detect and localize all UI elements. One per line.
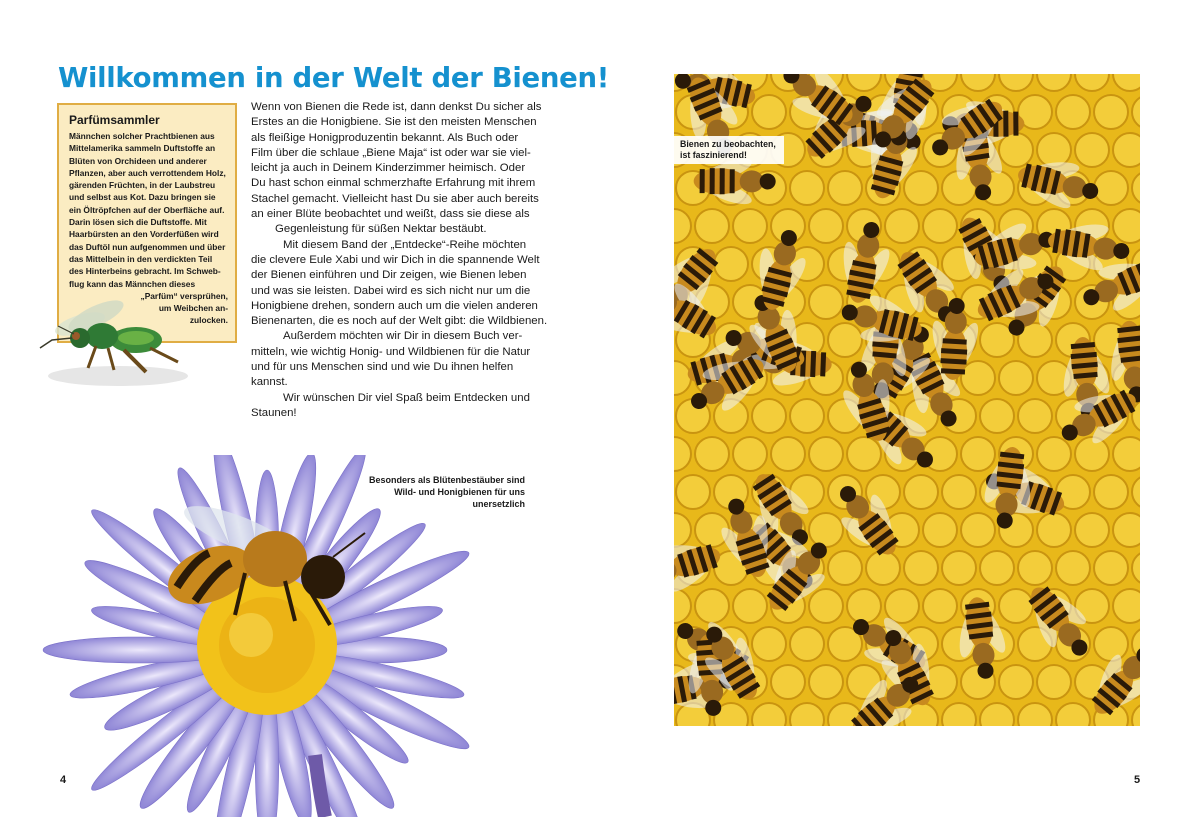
- honeycomb-cell: [1075, 513, 1109, 547]
- honeycomb-cell: [999, 589, 1033, 623]
- intro-line: Außerdem möchten wir Dir in diesem Buch ver-: [283, 330, 523, 343]
- info-box-line: Haarbürsten an den Vorderfüßen wird: [69, 229, 219, 240]
- honeycomb-cell: [714, 247, 748, 281]
- honeycomb-cell: [752, 399, 786, 433]
- info-box-title: Parfümsammler: [69, 113, 160, 127]
- flower-caption-line: Wild- und Honigbienen für uns: [394, 487, 525, 497]
- flower-caption: [335, 474, 525, 510]
- info-box-line: das Duftöl nun aufgenommen und über: [69, 241, 226, 252]
- info-box-line: Darin lösen sich die Duftstoffe. Mit: [69, 217, 207, 228]
- honeycomb-cell: [809, 589, 843, 623]
- intro-line: Wenn von Bienen die Rede ist, dann denkst Du sicher als: [251, 101, 542, 113]
- page-headline: Willkommen in der Welt der Bienen!: [58, 62, 610, 94]
- honeycomb-cell: [1056, 95, 1090, 129]
- honeycomb-cell: [904, 475, 938, 509]
- bee-swarm-photo: [674, 74, 1140, 726]
- photo-caption: [674, 136, 784, 164]
- honeycomb-cell: [847, 437, 881, 471]
- info-box-line: Mittelamerika sammeln Duftstoffe an: [69, 143, 216, 154]
- honeycomb-cell: [809, 437, 843, 471]
- honeycomb-cell: [733, 209, 767, 243]
- honeycomb-cell: [904, 551, 938, 585]
- honeycomb-cell: [1094, 95, 1128, 129]
- intro-line: an einer Blüte beobachtet und weißt, dass sie diese als: [251, 208, 530, 221]
- photo-caption-line: Bienen zu beobachten,: [680, 139, 776, 149]
- honeycomb-cell: [942, 551, 976, 585]
- honeycomb-cell: [999, 361, 1033, 395]
- honeycomb-cell: [1056, 551, 1090, 585]
- honeycomb-cell: [961, 361, 995, 395]
- intro-line: Erstes an die Honigbiene. Sie ist den meisten Menschen: [251, 116, 537, 129]
- intro-line: Stachel gemacht. Vielleicht hast Du sie aber auch bereits: [251, 192, 539, 205]
- honeycomb-cell: [771, 665, 805, 699]
- honeycomb-cell: [1037, 513, 1071, 547]
- honeycomb-cell: [1113, 437, 1140, 471]
- intro-line: leicht ja auch in Deinem Kinderzimmer heimisch. Oder: [251, 162, 526, 175]
- info-box-line: zulocken.: [189, 315, 228, 326]
- honeycomb-cell: [771, 437, 805, 471]
- intro-line: Du hast schon einmal schmerzhafte Erfahrung mit ihrem: [251, 177, 536, 190]
- honeycomb-cell: [828, 323, 862, 357]
- honeycomb-cell: [809, 285, 843, 319]
- honeycomb-cell: [923, 589, 957, 623]
- honeycomb-cell: [980, 399, 1014, 433]
- info-box-line: Blüten von Orchideen und anderer: [69, 155, 207, 166]
- intro-line: kannst.: [251, 376, 288, 389]
- honeybee-swarm-icon: [674, 74, 1140, 726]
- info-box-line: und selbst aus Kot. Dazu bringen sie: [69, 192, 216, 203]
- honeycomb-cell: [1094, 551, 1128, 585]
- intro-line: Staunen!: [251, 406, 297, 419]
- honeycomb-cell: [695, 209, 729, 243]
- honeycomb-cell: [790, 627, 824, 661]
- right-page: [600, 0, 1200, 817]
- intro-line: der Bienen einführen und Dir zeigen, wie Bienen leben: [251, 269, 527, 282]
- info-box-line: um Weibchen an-: [158, 303, 228, 314]
- honeycomb-cell: [923, 513, 957, 547]
- orchid-bee-icon: [18, 278, 193, 393]
- honeycomb-cell: [733, 437, 767, 471]
- info-box-line: Pflanzen, aber auch verrottendem Holz,: [69, 167, 226, 178]
- intro-line: Wir wünschen Dir viel Spaß beim Entdecken und: [283, 391, 530, 404]
- honeycomb-cell: [885, 589, 919, 623]
- intro-line: und für uns Menschen sind und wie Du ihnen helfen: [251, 361, 514, 374]
- honeycomb-cell: [1018, 551, 1052, 585]
- honeycomb-cell: [809, 513, 843, 547]
- honeycomb-cell: [695, 589, 729, 623]
- honeycomb-cell: [885, 209, 919, 243]
- honeycomb-cell: [809, 665, 843, 699]
- honeycomb-cell: [1113, 209, 1140, 243]
- info-box-line: gärenden Früchten, in der Laubstreu: [69, 180, 216, 191]
- intro-line: Gegenleistung für süßen Nektar bestäubt.: [275, 223, 487, 236]
- page-number-left: 4: [60, 774, 67, 786]
- honeycomb-cell: [676, 475, 710, 509]
- honeycomb-cell: [809, 209, 843, 243]
- info-box-line: Männchen solcher Prachtbienen aus: [69, 131, 215, 141]
- honeycomb-cell: [1113, 133, 1140, 167]
- info-box-line: das Mittelbein in den verdickten Teil: [69, 253, 213, 264]
- honeycomb-cell: [752, 627, 786, 661]
- honeycomb-cell: [1018, 399, 1052, 433]
- flower-caption-line: unersetzlich: [472, 499, 525, 509]
- intro-line: Mit diesem Band der „Entdecke“-Reihe möchten: [283, 238, 527, 251]
- info-box-line: flug kann das Männchen dieses: [69, 278, 196, 289]
- honeycomb-cell: [1075, 133, 1109, 167]
- intro-line: Film über die schlaue „Biene Maja“ ist oder war sie viel-: [251, 146, 531, 159]
- intro-line: die clevere Eule Xabi und wir Dich in die spannende Welt: [251, 253, 540, 266]
- intro-line: Honigbiene drehen, sondern auch um die vielen anderen: [251, 299, 538, 312]
- honeycomb-cell: [1113, 513, 1140, 547]
- honeycomb-cell: [942, 475, 976, 509]
- honeycomb-cell: [961, 437, 995, 471]
- honeycomb-cell: [980, 551, 1014, 585]
- honeycomb-cell: [999, 133, 1033, 167]
- honeycomb-cell: [828, 551, 862, 585]
- photo-caption-line: ist faszinierend!: [680, 150, 747, 160]
- info-box-line: ein Öltröpfchen auf der Oberfläche auf.: [69, 204, 225, 215]
- honeycomb-cell: [923, 209, 957, 243]
- flower-caption-line: Besonders als Blütenbestäuber sind: [368, 475, 525, 485]
- honeycomb-cell: [866, 551, 900, 585]
- honeycomb-cell: [695, 437, 729, 471]
- honeycomb-cell: [790, 399, 824, 433]
- intro-line: und was sie leisten. Dabei wird es sich nicht nur um die: [251, 284, 531, 297]
- info-box-line: „Parfüm“ versprühen,: [140, 290, 228, 301]
- honeycomb-cell: [1075, 437, 1109, 471]
- honeycomb-cell: [1094, 475, 1128, 509]
- intro-line: Bienenarten, die es noch auf der Welt gibt: die Wildbienen.: [251, 315, 548, 328]
- honeycomb-cell: [1037, 437, 1071, 471]
- honeycomb-cell: [1037, 665, 1071, 699]
- honeycomb-cell: [904, 171, 938, 205]
- intro-line: als fleißige Honigproduzentin bekannt. Als Buch oder: [251, 131, 519, 144]
- honeycomb-cell: [790, 171, 824, 205]
- honeycomb-cell: [1037, 133, 1071, 167]
- honeycomb-cell: [733, 589, 767, 623]
- honeycomb-cell: [1113, 589, 1140, 623]
- intro-line: mitteln, wie wichtig Honig- und Wildbienen für die Natur: [251, 345, 531, 358]
- page-number-right: 5: [1134, 774, 1141, 786]
- honeycomb-cell: [961, 513, 995, 547]
- honeycomb-cell: [752, 95, 786, 129]
- honeycomb-cell: [828, 171, 862, 205]
- honeycomb-cell: [1094, 171, 1128, 205]
- honeycomb-cell: [847, 589, 881, 623]
- honeycomb-cell: [999, 665, 1033, 699]
- honeycomb-cell: [1094, 627, 1128, 661]
- intro-text: [251, 100, 548, 421]
- info-box-line: des Hinterbeins gebracht. Im Schweb-: [69, 266, 221, 277]
